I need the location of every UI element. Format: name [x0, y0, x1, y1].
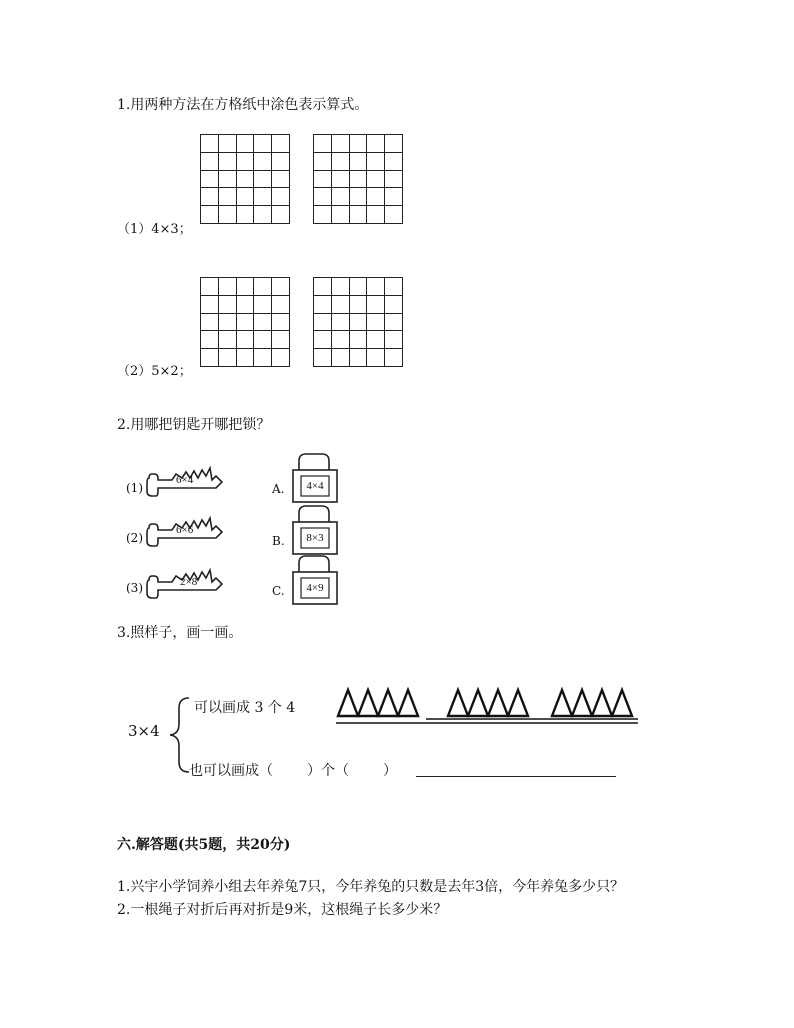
triangle-icon	[508, 690, 528, 716]
lock-b-label: B.	[272, 534, 285, 548]
lock-c-icon[interactable]	[290, 553, 340, 605]
triangle-icon	[338, 690, 358, 716]
q3-line2-part-b: ）个（	[307, 763, 349, 779]
section6-problem-1: 1.兴宇小学饲养小组去年养兔7只，今年养兔的只数是去年3倍，今年养兔多少只？	[117, 879, 625, 895]
q3-line2-part-a: 也可以画成（	[189, 763, 273, 779]
key-1-label: (1)	[126, 481, 143, 495]
triangle-icon	[572, 690, 592, 716]
triangle-icon	[612, 690, 632, 716]
key-3-expr: 2×8	[180, 576, 198, 588]
lock-c-label: C.	[272, 584, 285, 598]
q1-part2-grid-a[interactable]	[200, 277, 290, 367]
q3-line2	[189, 760, 397, 780]
key-2-label: (2)	[126, 531, 143, 545]
q3-title: 3.照样子，画一画。	[117, 625, 243, 641]
section6-heading: 六.解答题(共5题，共20分)	[117, 837, 291, 853]
q3-line1: 可以画成 3 个 4	[194, 700, 296, 716]
q3-expression: 3×4	[128, 722, 160, 740]
q1-part1-grid-a[interactable]	[200, 134, 290, 224]
q1-part1-grid-b[interactable]	[313, 134, 403, 224]
section6-problem-2: 2.一根绳子对折后再对折是9米，这根绳子长多少米？	[117, 902, 448, 918]
key-3-label: (3)	[126, 581, 143, 595]
q1-title: 1.用两种方法在方格纸中涂色表示算式。	[117, 97, 369, 113]
lock-a-icon[interactable]	[290, 451, 340, 503]
q2-title: 2.用哪把钥匙开哪把锁？	[117, 417, 271, 433]
q3-line2-part-c: ）	[383, 763, 397, 779]
triangle-icon	[378, 690, 398, 716]
lock-b-icon[interactable]	[290, 503, 340, 555]
lock-a-label: A.	[272, 482, 285, 496]
triangle-icon	[468, 690, 488, 716]
triangle-icon	[552, 690, 572, 716]
q1-part2-grid-b[interactable]	[313, 277, 403, 367]
lock-b-expr: 8×3	[306, 532, 324, 544]
key-1-expr: 6×4	[176, 474, 194, 486]
triangle-icon	[488, 690, 508, 716]
triangle-icon	[398, 690, 418, 716]
triangle-icon	[448, 690, 468, 716]
triangle-icon	[358, 690, 378, 716]
triangles-drawing	[334, 684, 642, 726]
q1-part2-label: （2）5×2；	[117, 364, 192, 379]
key-2-expr: 6×6	[176, 524, 194, 536]
lock-a-expr: 4×4	[306, 480, 324, 492]
triangle-icon	[592, 690, 612, 716]
q3-answer-line[interactable]	[416, 776, 616, 777]
lock-c-expr: 4×9	[306, 582, 324, 594]
q1-part1-label: （1）4×3；	[117, 222, 192, 237]
